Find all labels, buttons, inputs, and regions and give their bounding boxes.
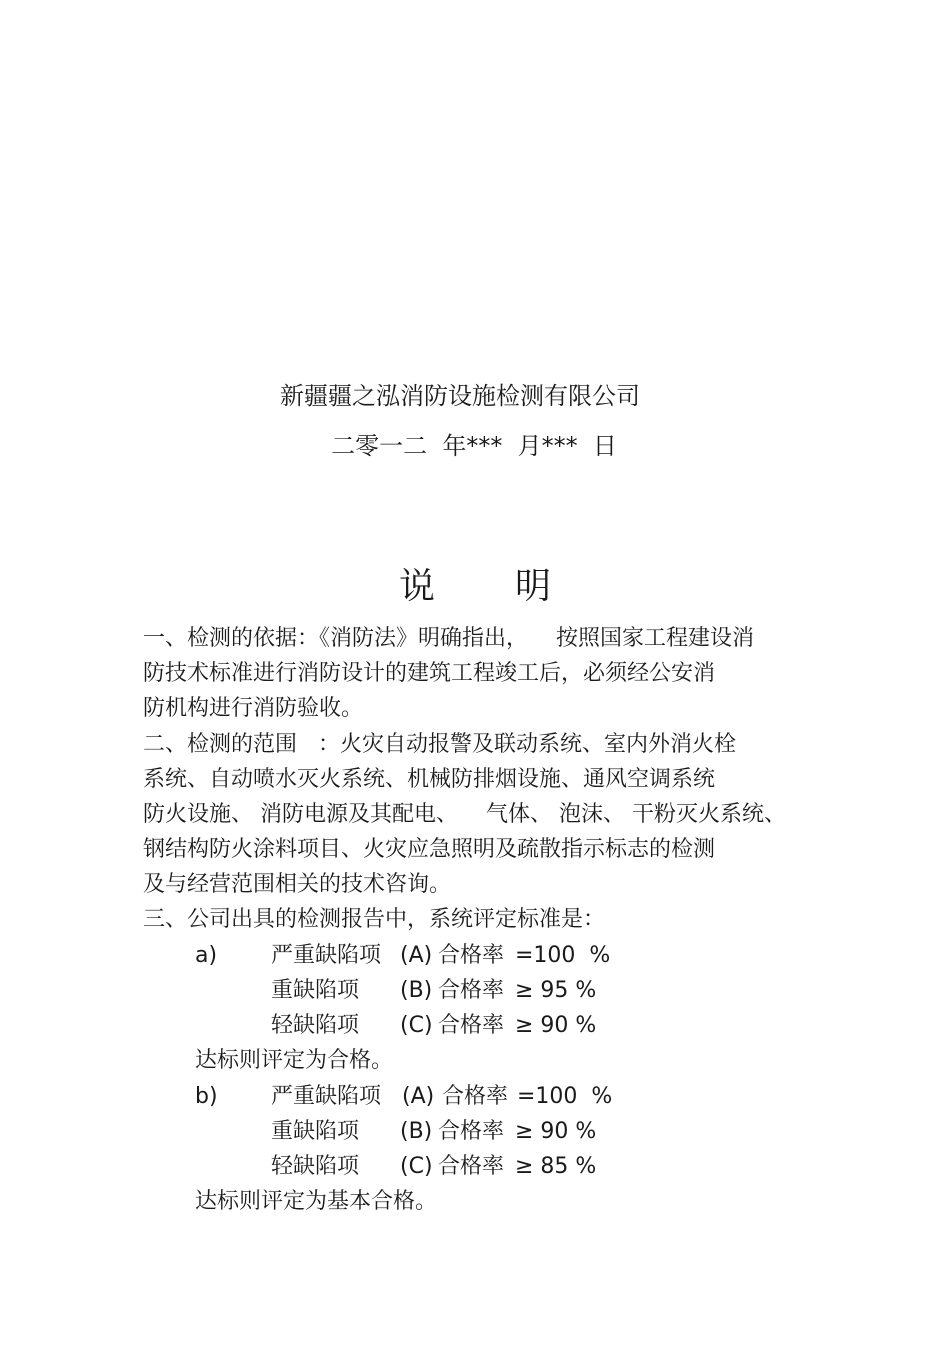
criteria-rate-label: 合格率 [438, 1154, 505, 1179]
criteria-rate-label: 合格率 [438, 1119, 505, 1144]
group-b-label: b) [195, 1084, 218, 1109]
group-a-label: a) [195, 943, 218, 968]
title-char-1: 说 [398, 566, 435, 607]
section2-line1: 二、检测的范围 ：火灾自动报警及联动系统、室内外消火栓 [143, 732, 736, 757]
criteria-value: ≥ 95 % [515, 978, 597, 1003]
company-name: 新疆疆之泓消防设施检测有限公司 [280, 382, 640, 410]
criteria-value: ≥ 90 % [515, 1013, 597, 1038]
section2-line3: 防火设施、 消防电源及其配电、 气体、 泡沫、 干粉灭火系统、 [143, 802, 786, 827]
criteria-value: =100 % [515, 943, 611, 968]
page-title [0, 565, 950, 609]
criteria-grade: (B) [400, 1119, 433, 1144]
section3-intro: 三、公司出具的检测报告中，系统评定标准是： [143, 907, 606, 932]
section1-line2: 防技术标准进行消防设计的建筑工程竣工后，必须经公安消 [143, 661, 716, 686]
criteria-name: 严重缺陷项 [271, 943, 382, 968]
document-date: 二零一二 年*** 月*** 日 [331, 432, 617, 460]
criteria-grade: (C) [400, 1154, 433, 1179]
criteria-name: 重缺陷项 [271, 978, 360, 1003]
criteria-name: 重缺陷项 [271, 1119, 360, 1144]
criteria-grade: (C) [400, 1013, 433, 1038]
section2-line5: 及与经营范围相关的技术咨询。 [143, 872, 452, 897]
section2-line2: 系统、自动喷水灭火系统、机械防排烟设施、通风空调系统 [143, 767, 716, 792]
group-a-conclusion: 达标则评定为合格。 [195, 1048, 394, 1073]
criteria-rate-label: 合格率 [438, 978, 505, 1003]
criteria-grade: (A) [400, 943, 433, 968]
criteria-name: 严重缺陷项 [271, 1084, 382, 1109]
title-char-2: 明 [515, 566, 552, 607]
criteria-name: 轻缺陷项 [271, 1154, 360, 1179]
criteria-name: 轻缺陷项 [271, 1013, 360, 1038]
section1-line1: 一、检测的依据：《消防法》明确指出， 按照国家工程建设消 [143, 626, 754, 651]
criteria-value: =100 % [517, 1084, 613, 1109]
criteria-value: ≥ 90 % [515, 1119, 597, 1144]
criteria-value: ≥ 85 % [515, 1154, 597, 1179]
section1-line3: 防机构进行消防验收。 [143, 696, 364, 721]
criteria-rate-label: 合格率 [438, 1013, 505, 1038]
criteria-rate-label: 合格率 [442, 1084, 509, 1109]
section2-line4: 钢结构防火涂料项目、火灾应急照明及疏散指示标志的检测 [143, 837, 716, 862]
criteria-rate-label: 合格率 [438, 943, 505, 968]
criteria-grade: (A) [402, 1084, 435, 1109]
group-b-conclusion: 达标则评定为基本合格。 [195, 1189, 438, 1214]
criteria-grade: (B) [400, 978, 433, 1003]
